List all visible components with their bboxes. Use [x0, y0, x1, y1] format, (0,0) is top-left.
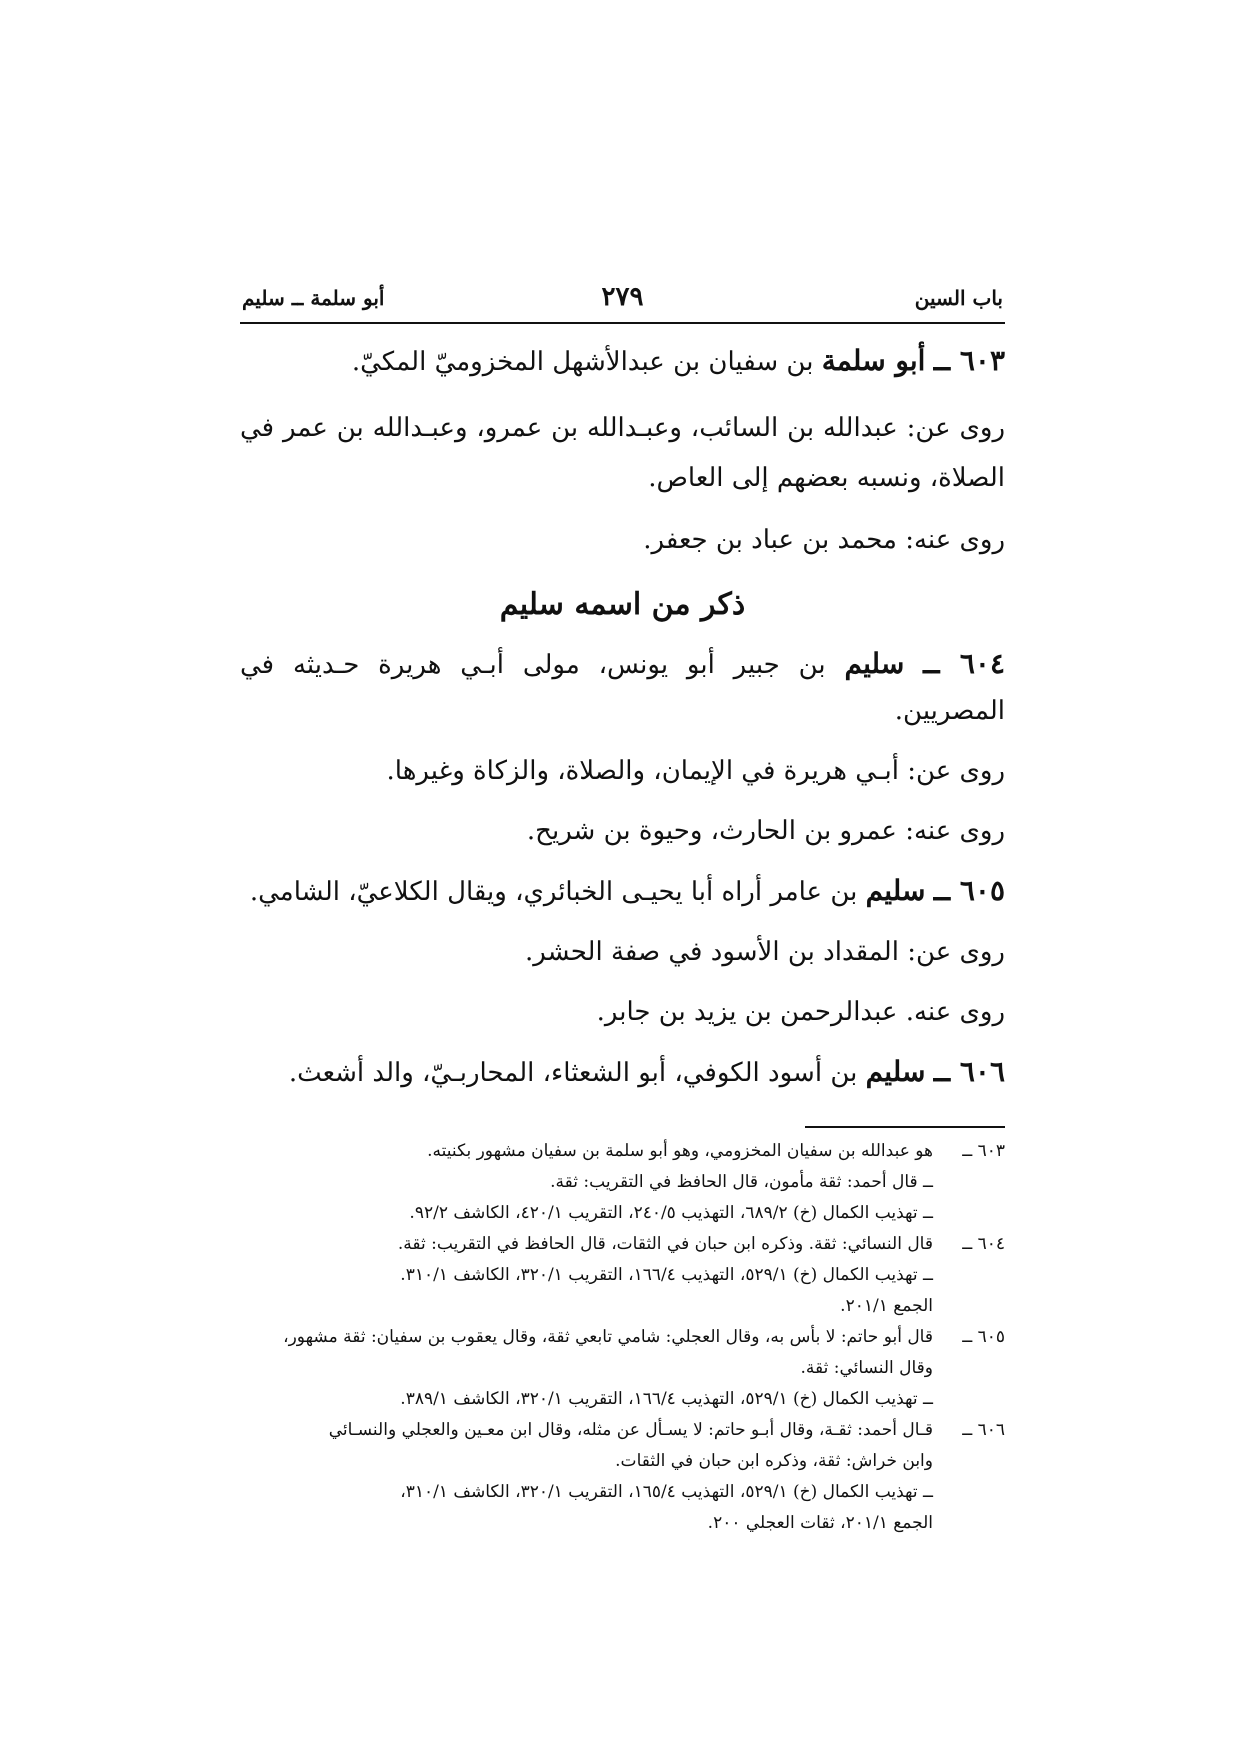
entry-606 [240, 1049, 1005, 1096]
footnote-604 [240, 1229, 1005, 1322]
entry-name: سليم [844, 647, 905, 680]
footnote-line: الجمع ٢٠١/١، ثقات العجلي ٢٠٠. [707, 1513, 933, 1533]
footnote-line: ــ قال أحمد: ثقة مأمون، قال الحافظ في التقريب: ثقة. [550, 1172, 933, 1192]
footnote-line: قـال أحمد: ثقـة، وقال أبـو حاتم: لا يسـأل عن مثله، وقال ابن معـين والعجلي والنسـائي [328, 1420, 933, 1440]
narrated-from: روى عن: عبدالله بن السائب، وعبـدالله بن عمرو، وعبـدالله بن عمر في الصلاة، ونسبه بعضهم إلى العاص. [240, 413, 1005, 493]
entry-name: أبو سلمة [821, 344, 926, 377]
footnote-line: ــ تهذيب الكمال (خ) ٥٢٩/١، التهذيب ١٦٦/٤، التقريب ٣٢٠/١، الكاشف ٣١٠/١. [400, 1265, 933, 1285]
footnote-603 [240, 1136, 1005, 1229]
section-heading: ذكر من اسمه سليم [499, 587, 746, 622]
narrated-by: روى عنه. عبدالرحمن بن يزيد بن جابر. [596, 997, 1005, 1027]
footnote-line: ــ تهذيب الكمال (خ) ٦٨٩/٢، التهذيب ٢٤٠/٥، التقريب ٤٢٠/١، الكاشف ٩٢/٢. [409, 1203, 933, 1223]
page-number: ٢٧٩ [601, 282, 644, 312]
entry-number: ٦٠٥ ــ [933, 874, 1005, 907]
footnote-number: ٦٠٣ ــ [962, 1141, 1005, 1161]
footnote-line: ــ تهذيب الكمال (خ) ٥٢٩/١، التهذيب ١٦٦/٤، التقريب ٣٢٠/١، الكاشف ٣٨٩/١. [400, 1389, 933, 1409]
footnote-line: وقال النسائي: ثقة. [800, 1358, 933, 1378]
entry-name: سليم [865, 1055, 926, 1088]
footnote-line: هو عبدالله بن سفيان المخزومي، وهو أبو سلمة بن سفيان مشهور بكنيته. [427, 1141, 933, 1161]
footnote-separator [805, 1126, 1005, 1128]
footnote-605 [240, 1322, 1005, 1415]
narrated-from: روى عن: أبـي هريرة في الإيمان، والصلاة، والزكاة وغيرها. [386, 756, 1005, 786]
chapter-title: باب السين [914, 286, 1003, 310]
footnote-line: ــ تهذيب الكمال (خ) ٥٢٩/١، التهذيب ١٦٥/٤، التقريب ٣٢٠/١، الكاشف ٣١٠/١، [400, 1482, 933, 1502]
footnote-line: الجمع ٢٠١/١. [840, 1296, 933, 1316]
narrated-by: روى عنه: عمرو بن الحارث، وحيوة بن شريح. [526, 816, 1005, 846]
entry-number: ٦٠٤ ــ [923, 647, 1005, 680]
footnotes [240, 1136, 1005, 1539]
book-page [240, 282, 1005, 1539]
narrated-by: روى عنه: محمد بن عباد بن جعفر. [643, 525, 1005, 555]
footnote-line: قال أبو حاتم: لا بأس به، وقال العجلي: شامي تابعي ثقة، وقال يعقوب بن سفيان: ثقة مشهور، [283, 1327, 933, 1347]
footnote-line: قال النسائي: ثقة. وذكره ابن حبان في الثقات، قال الحافظ في التقريب: ثقة. [397, 1234, 933, 1254]
footnote-606 [240, 1415, 1005, 1539]
footnote-number: ٦٠٤ ــ [962, 1234, 1005, 1254]
running-header [240, 282, 1005, 324]
entry-text: بن عامر أراه أبا يحيـى الخبائري، ويقال الكلاعيّ، الشامي. [249, 877, 858, 907]
entry-605 [240, 868, 1005, 915]
entry-text: بن سفيان بن عبدالأشهل المخزوميّ المكيّ. [351, 347, 814, 377]
footnote-number: ٦٠٦ ــ [962, 1420, 1005, 1440]
entry-text: بن أسود الكوفي، أبو الشعثاء، المحاربـيّ، والد أشعث. [288, 1058, 858, 1088]
narrated-from: روى عن: المقداد بن الأسود في صفة الحشر. [524, 937, 1005, 967]
section-range: أبو سلمة ــ سليم [242, 286, 385, 310]
entry-number: ٦٠٦ ــ [933, 1055, 1005, 1088]
footnote-number: ٦٠٥ ــ [962, 1327, 1005, 1347]
entry-name: سليم [865, 874, 926, 907]
entry-number: ٦٠٣ ــ [933, 344, 1005, 377]
footnote-line: وابن خراش: ثقة، وذكره ابن حبان في الثقات. [615, 1451, 933, 1471]
entry-604 [240, 641, 1005, 734]
entry-603 [240, 338, 1005, 385]
entry-text: بن جبير أبو يونس، مولى أبـي هريرة حـديثه في المصريين. [240, 650, 1005, 726]
